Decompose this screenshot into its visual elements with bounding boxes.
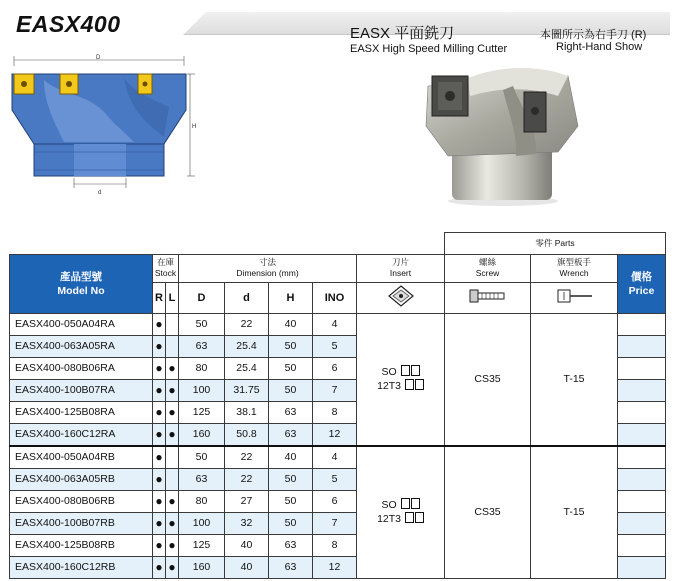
dim-D-cell: 100 bbox=[179, 379, 225, 401]
insert-diagram bbox=[357, 282, 445, 313]
price-header bbox=[618, 254, 666, 313]
insert-cell-a bbox=[357, 313, 445, 446]
ino-cell: 6 bbox=[313, 357, 357, 379]
price-cell bbox=[618, 490, 666, 512]
dim-d-cell: 25.4 bbox=[225, 357, 269, 379]
stock-l-cell: ● bbox=[166, 556, 179, 578]
ino-cell: 8 bbox=[313, 401, 357, 423]
col-H-header: H bbox=[269, 282, 313, 313]
dim-d-cell: 22 bbox=[225, 468, 269, 490]
model-header-zh: 產品型號 bbox=[60, 270, 102, 283]
ino-cell: 5 bbox=[313, 335, 357, 357]
page-title: EASX400 bbox=[16, 11, 121, 37]
dim-H-cell: 50 bbox=[269, 335, 313, 357]
model-cell: EASX400-080B06RB bbox=[10, 490, 153, 512]
insert-code-1: SO bbox=[381, 499, 397, 511]
ino-cell: 12 bbox=[313, 556, 357, 578]
model-cell: EASX400-160C12RB bbox=[10, 556, 153, 578]
model-cell: EASX400-050A04RB bbox=[10, 446, 153, 469]
product-name-en: EASX High Speed Milling Cutter bbox=[350, 43, 508, 55]
dim-H-cell: 63 bbox=[269, 534, 313, 556]
price-cell bbox=[618, 556, 666, 578]
price-header-zh: 價格 bbox=[631, 270, 652, 283]
dimension-header-en: Dimension (mm) bbox=[236, 268, 299, 278]
price-cell bbox=[618, 313, 666, 335]
dim-H-cell: 63 bbox=[269, 556, 313, 578]
stock-l-cell: ● bbox=[166, 401, 179, 423]
stock-r-cell: ● bbox=[153, 446, 166, 469]
price-cell bbox=[618, 401, 666, 423]
insert-icon bbox=[387, 284, 415, 308]
dim-d-cell: 38.1 bbox=[225, 401, 269, 423]
ino-cell: 5 bbox=[313, 468, 357, 490]
dim-H-cell: 50 bbox=[269, 512, 313, 534]
dim-H-cell: 50 bbox=[269, 379, 313, 401]
stock-header-en: Stock bbox=[154, 268, 177, 278]
price-cell bbox=[618, 357, 666, 379]
price-cell bbox=[618, 379, 666, 401]
screw-header-zh: 螺絲 bbox=[478, 257, 496, 267]
ino-cell: 7 bbox=[313, 512, 357, 534]
stock-l-cell: ● bbox=[166, 534, 179, 556]
model-cell: EASX400-125B08RA bbox=[10, 401, 153, 423]
hand-note-en: Right-Hand Show bbox=[556, 41, 643, 53]
dim-H-cell: 40 bbox=[269, 446, 313, 469]
price-header-en: Price bbox=[628, 284, 655, 297]
insert-header bbox=[357, 254, 445, 282]
dim-D-cell: 100 bbox=[179, 512, 225, 534]
price-cell bbox=[618, 468, 666, 490]
wrench-header-zh: 旗型板手 bbox=[556, 257, 591, 267]
stock-l-cell: ● bbox=[166, 357, 179, 379]
stock-r-cell: ● bbox=[153, 357, 166, 379]
stock-l-cell: ● bbox=[166, 490, 179, 512]
product-photo bbox=[408, 56, 588, 206]
model-cell: EASX400-063A05RB bbox=[10, 468, 153, 490]
screw-cell-a: CS35 bbox=[445, 313, 531, 446]
ino-cell: 7 bbox=[313, 379, 357, 401]
wrench-cell-b: T-15 bbox=[531, 446, 618, 579]
wrench-header bbox=[531, 254, 618, 282]
dim-D-cell: 50 bbox=[179, 313, 225, 335]
dim-D-cell: 160 bbox=[179, 556, 225, 578]
dim-d-cell: 40 bbox=[225, 556, 269, 578]
model-cell: EASX400-063A05RA bbox=[10, 335, 153, 357]
model-cell: EASX400-100B07RB bbox=[10, 512, 153, 534]
stock-l-cell: ● bbox=[166, 423, 179, 446]
screw-diagram bbox=[445, 282, 531, 313]
parts-header: 零件 Parts bbox=[445, 233, 666, 255]
model-header bbox=[10, 254, 153, 313]
price-cell bbox=[618, 534, 666, 556]
stock-header bbox=[153, 254, 179, 282]
dimension-header bbox=[179, 254, 357, 282]
dim-H-cell: 63 bbox=[269, 401, 313, 423]
dim-D-cell: 125 bbox=[179, 401, 225, 423]
stock-r-cell: ● bbox=[153, 423, 166, 446]
dim-d-cell: 40 bbox=[225, 534, 269, 556]
dim-H-cell: 50 bbox=[269, 357, 313, 379]
model-cell: EASX400-160C12RA bbox=[10, 423, 153, 446]
dim-H-cell: 50 bbox=[269, 468, 313, 490]
stock-header-zh: 在庫 bbox=[156, 257, 174, 267]
wrench-header-en: Wrench bbox=[559, 268, 589, 278]
dim-D-cell: 80 bbox=[179, 357, 225, 379]
price-cell bbox=[618, 512, 666, 534]
stock-l-cell bbox=[166, 335, 179, 357]
price-cell bbox=[618, 446, 666, 469]
ino-cell: 8 bbox=[313, 534, 357, 556]
insert-header-zh: 刀片 bbox=[391, 257, 409, 267]
screw-cell-b: CS35 bbox=[445, 446, 531, 579]
stock-l-cell bbox=[166, 468, 179, 490]
stock-r-cell: ● bbox=[153, 401, 166, 423]
dim-d-cell: 31.75 bbox=[225, 379, 269, 401]
stock-r-cell: ● bbox=[153, 534, 166, 556]
stock-l-header: L bbox=[166, 282, 179, 313]
dimension-header-zh: 寸法 bbox=[258, 257, 276, 267]
insert-header-en: Insert bbox=[389, 268, 412, 278]
dim-label-D: D bbox=[96, 55, 101, 61]
ino-cell: 4 bbox=[313, 446, 357, 469]
stock-r-cell: ● bbox=[153, 512, 166, 534]
model-cell: EASX400-080B06RA bbox=[10, 357, 153, 379]
dim-D-cell: 63 bbox=[179, 468, 225, 490]
screw-icon bbox=[468, 287, 508, 305]
product-name-zh: EASX 平面銑刀 bbox=[350, 25, 455, 42]
stock-r-header: R bbox=[153, 282, 166, 313]
wrench-diagram bbox=[531, 282, 618, 313]
stock-l-cell bbox=[166, 313, 179, 335]
insert-code-2: 12T3 bbox=[377, 513, 401, 525]
dim-d-cell: 27 bbox=[225, 490, 269, 512]
ino-cell: 4 bbox=[313, 313, 357, 335]
ino-cell: 6 bbox=[313, 490, 357, 512]
stock-r-cell: ● bbox=[153, 379, 166, 401]
model-cell: EASX400-100B07RA bbox=[10, 379, 153, 401]
dim-label-d: d bbox=[98, 190, 102, 196]
dim-H-cell: 50 bbox=[269, 490, 313, 512]
dim-H-cell: 40 bbox=[269, 313, 313, 335]
price-cell bbox=[618, 423, 666, 446]
dim-d-cell: 22 bbox=[225, 446, 269, 469]
dim-D-cell: 50 bbox=[179, 446, 225, 469]
screw-header bbox=[445, 254, 531, 282]
dim-label-H: H bbox=[192, 124, 197, 130]
stock-r-cell: ● bbox=[153, 490, 166, 512]
hand-note-zh: 本圖所示為右手刀 (R) bbox=[540, 29, 647, 41]
col-INO-header: INO bbox=[313, 282, 357, 313]
dim-d-cell: 25.4 bbox=[225, 335, 269, 357]
stock-l-cell bbox=[166, 446, 179, 469]
insert-cell-b bbox=[357, 446, 445, 579]
wrench-icon bbox=[554, 286, 594, 306]
dim-D-cell: 80 bbox=[179, 490, 225, 512]
dim-D-cell: 63 bbox=[179, 335, 225, 357]
dim-d-cell: 50.8 bbox=[225, 423, 269, 446]
insert-code-1: SO bbox=[381, 366, 397, 378]
dim-D-cell: 160 bbox=[179, 423, 225, 446]
stock-l-cell: ● bbox=[166, 379, 179, 401]
stock-r-cell: ● bbox=[153, 335, 166, 357]
dim-d-cell: 32 bbox=[225, 512, 269, 534]
screw-header-en: Screw bbox=[475, 268, 500, 278]
price-cell bbox=[618, 335, 666, 357]
col-D-header: D bbox=[179, 282, 225, 313]
ino-cell: 12 bbox=[313, 423, 357, 446]
technical-drawing bbox=[4, 52, 204, 212]
insert-code-2: 12T3 bbox=[377, 380, 401, 392]
stock-l-cell: ● bbox=[166, 512, 179, 534]
stock-r-cell: ● bbox=[153, 556, 166, 578]
wrench-cell-a: T-15 bbox=[531, 313, 618, 446]
model-header-en: Model No bbox=[57, 284, 105, 297]
model-cell: EASX400-050A04RA bbox=[10, 313, 153, 335]
model-cell: EASX400-125B08RB bbox=[10, 534, 153, 556]
col-d-header: d bbox=[225, 282, 269, 313]
dim-D-cell: 125 bbox=[179, 534, 225, 556]
spec-table bbox=[9, 232, 666, 579]
dim-H-cell: 63 bbox=[269, 423, 313, 446]
dim-d-cell: 22 bbox=[225, 313, 269, 335]
stock-r-cell: ● bbox=[153, 313, 166, 335]
stock-r-cell: ● bbox=[153, 468, 166, 490]
